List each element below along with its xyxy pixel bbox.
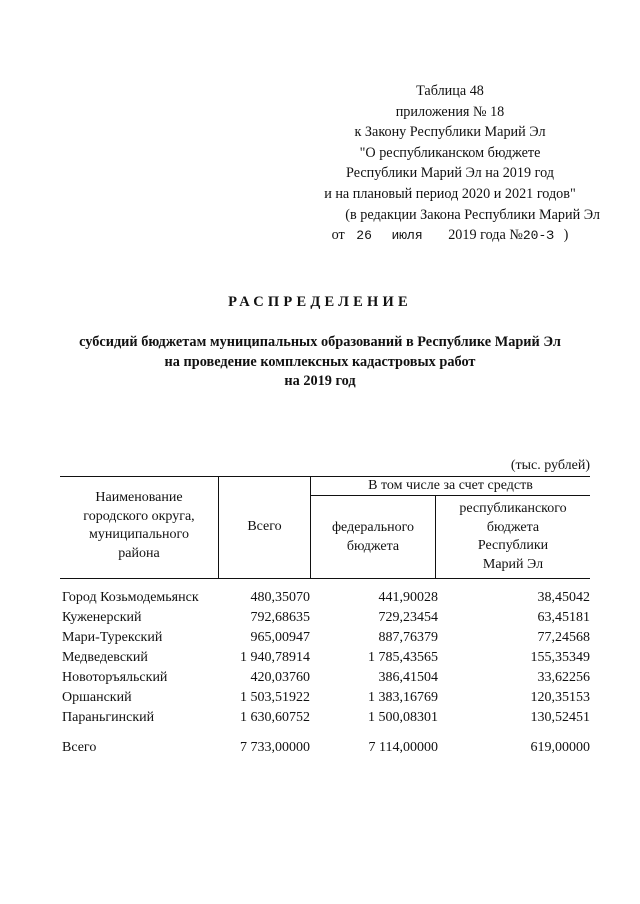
cell-total: 1 503,51922: [240, 690, 310, 705]
cell-republic: 77,24568: [537, 630, 590, 645]
table-header-bottom-rule: [60, 578, 590, 579]
cell-total: 480,35070: [250, 590, 310, 605]
document-title: РАСПРЕДЕЛЕНИЕ: [228, 294, 412, 310]
cell-total: 420,03760: [250, 670, 310, 685]
cell-federal: 1 785,43565: [368, 650, 438, 665]
date-suffix: ): [563, 227, 569, 244]
units-label: (тыс. рублей): [510, 458, 590, 473]
table-row: [62, 590, 592, 610]
cell-total: 1 940,78914: [240, 650, 310, 665]
header-text: района: [118, 545, 160, 561]
legal-reference-header: [300, 81, 600, 247]
cell-republic: 63,45181: [537, 610, 590, 625]
cell-name: Новоторъяльский: [62, 670, 168, 685]
cell-republic: 619,00000: [530, 740, 590, 755]
table-row: [62, 690, 592, 710]
header-date-line: [300, 225, 600, 247]
table-row: [62, 670, 592, 690]
cell-total: 7 733,00000: [240, 740, 310, 755]
column-header-name: [60, 489, 218, 563]
date-day: 26: [356, 228, 372, 244]
cell-federal: 386,41504: [378, 670, 438, 685]
cell-name: Оршанский: [62, 690, 132, 705]
header-line: (в редакции Закона Республики Марий Эл: [345, 206, 600, 223]
header-text: республиканского: [459, 501, 567, 516]
cell-republic: 120,35153: [530, 690, 590, 705]
cell-republic: 38,45042: [537, 590, 590, 605]
cell-federal: 1 383,16769: [368, 690, 438, 705]
cell-name: Параньгинский: [62, 710, 155, 725]
table-row: [62, 610, 592, 630]
header-line: приложения № 18: [395, 103, 505, 120]
cell-total: 792,68635: [250, 610, 310, 625]
cell-name: Куженерский: [62, 610, 142, 625]
header-line: Республики Марий Эл на 2019 год: [346, 165, 554, 182]
header-text: городского округа,: [83, 508, 195, 524]
table-row: [62, 650, 592, 670]
document-subtitle: [40, 333, 600, 392]
cell-total: 1 630,60752: [240, 710, 310, 725]
table-row: [62, 630, 592, 650]
cell-republic: 155,35349: [530, 650, 590, 665]
cell-federal: 7 114,00000: [368, 740, 438, 755]
column-header-group: В том числе за счет средств: [368, 478, 533, 493]
header-text: бюджета: [346, 538, 400, 554]
subtitle-line: субсидий бюджетам муниципальных образований в Республике Марий Эл: [79, 334, 561, 350]
cell-name: Мари-Турекский: [62, 630, 163, 645]
cell-total: 965,00947: [250, 630, 310, 645]
header-text: Наименование: [95, 490, 183, 505]
header-text: Марий Эл: [482, 556, 544, 572]
cell-republic: 130,52451: [530, 710, 590, 725]
header-text: Республики: [477, 538, 549, 553]
header-text: муниципального: [89, 527, 189, 542]
header-line: к Закону Республики Марий Эл: [354, 124, 546, 141]
cell-name: Медведевский: [62, 650, 148, 665]
cell-federal: 441,90028: [378, 590, 438, 605]
date-number: 20-З: [522, 228, 555, 244]
subtitle-line: на проведение комплексных кадастровых работ: [164, 353, 476, 370]
cell-federal: 1 500,08301: [368, 710, 438, 725]
header-line: Таблица 48: [416, 83, 484, 99]
cell-republic: 33,62256: [537, 670, 590, 685]
cell-name: Всего: [62, 740, 97, 755]
column-header-total: Всего: [247, 519, 282, 534]
header-text: федерального: [331, 520, 415, 535]
date-month: июля: [391, 228, 423, 244]
cell-name: Город Козьмодемьянск: [62, 590, 199, 605]
cell-federal: 887,76379: [378, 630, 438, 645]
header-line: и на плановый период 2020 и 2021 годов": [324, 185, 576, 202]
table-total-row: [62, 740, 592, 760]
table-row: [62, 710, 592, 730]
header-line: "О республиканском бюджете: [359, 144, 541, 161]
column-header-republic: [436, 500, 590, 574]
cell-federal: 729,23454: [378, 610, 438, 625]
header-text: бюджета: [486, 519, 540, 535]
date-year-number: 2019 года №: [448, 227, 523, 244]
subtitle-line: на 2019 год: [284, 373, 356, 389]
column-header-federal: [311, 519, 435, 556]
date-prefix: от: [331, 227, 345, 244]
